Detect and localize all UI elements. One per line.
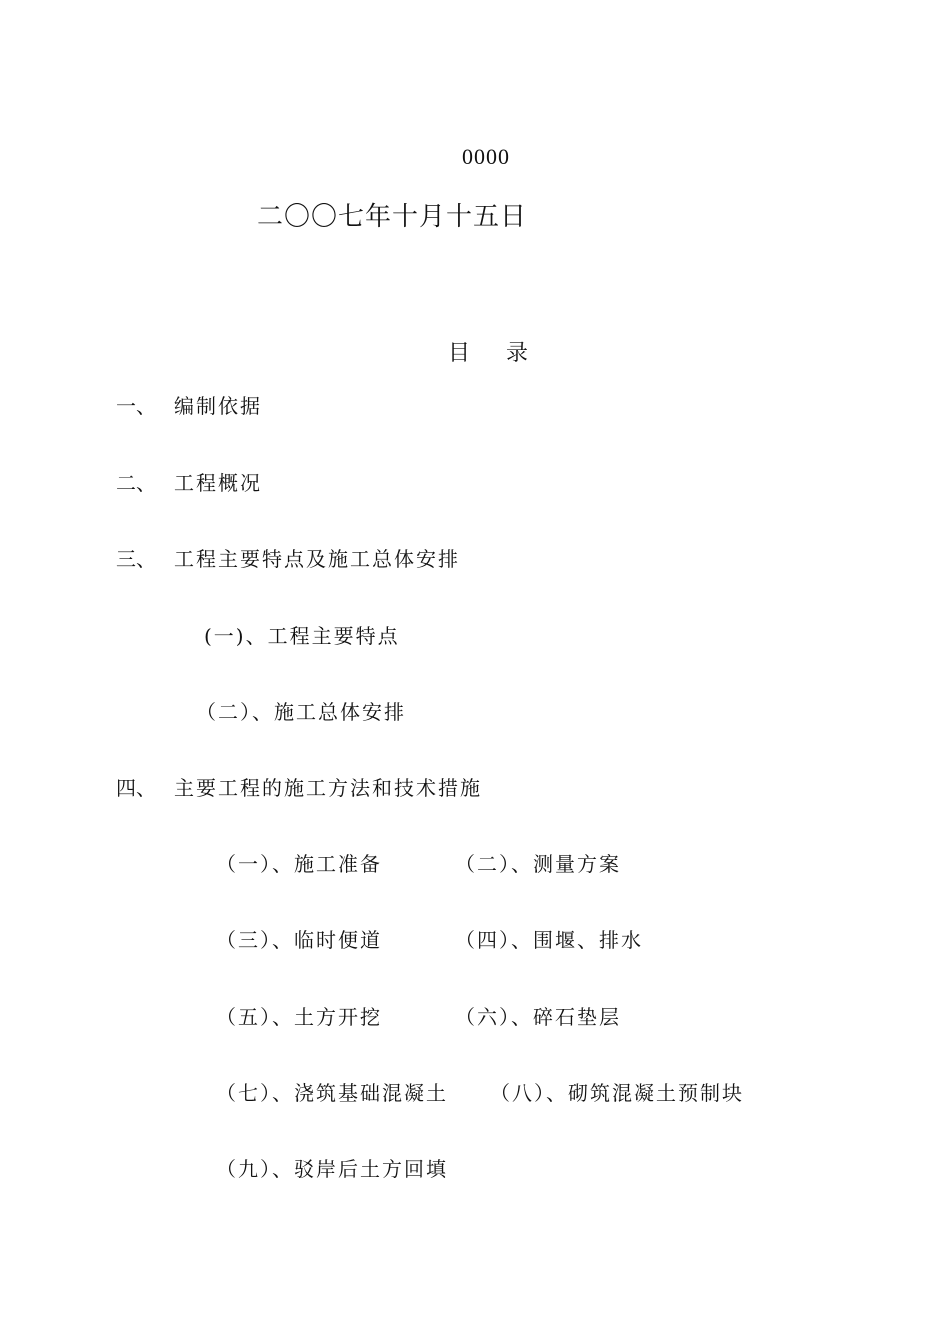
toc-section-2-number: 二、 bbox=[116, 471, 156, 495]
toc-title bbox=[448, 343, 528, 365]
toc-section-1-label: 编制依据 bbox=[174, 394, 262, 418]
toc-subsection-3-1: (一)、工程主要特点 bbox=[204, 624, 400, 648]
toc-subsection-4-6: （六）、碎石垫层 bbox=[455, 1005, 621, 1029]
toc-subsection-4-5: （五）、土方开挖 bbox=[216, 1005, 382, 1029]
toc-subsection-3-2: （二）、施工总体安排 bbox=[196, 700, 406, 724]
document-code: 0000 bbox=[462, 144, 510, 169]
toc-subsection-4-3: （三）、临时便道 bbox=[216, 928, 382, 952]
toc-section-4-number: 四、 bbox=[116, 776, 156, 800]
toc-section-3-number: 三、 bbox=[116, 547, 156, 571]
toc-subsection-4-2: （二）、测量方案 bbox=[455, 852, 621, 876]
toc-title-left: 目 bbox=[448, 341, 471, 366]
toc-subsection-4-9: （九）、驳岸后土方回填 bbox=[216, 1157, 448, 1181]
toc-subsection-4-4: （四）、围堰、排水 bbox=[455, 928, 643, 952]
toc-subsection-4-1: （一）、施工准备 bbox=[216, 852, 382, 876]
toc-section-1-number: 一、 bbox=[116, 394, 156, 418]
toc-subsection-4-7: （七）、浇筑基础混凝土 bbox=[216, 1081, 448, 1105]
toc-subsection-4-8: （八）、砌筑混凝土预制块 bbox=[490, 1081, 744, 1105]
document-date: 二〇〇七年十月十五日 bbox=[257, 202, 528, 232]
toc-section-2-label: 工程概况 bbox=[174, 471, 262, 495]
toc-section-3-label: 工程主要特点及施工总体安排 bbox=[174, 547, 460, 571]
toc-title-right: 录 bbox=[506, 341, 529, 366]
toc-section-4-label: 主要工程的施工方法和技术措施 bbox=[174, 776, 482, 800]
